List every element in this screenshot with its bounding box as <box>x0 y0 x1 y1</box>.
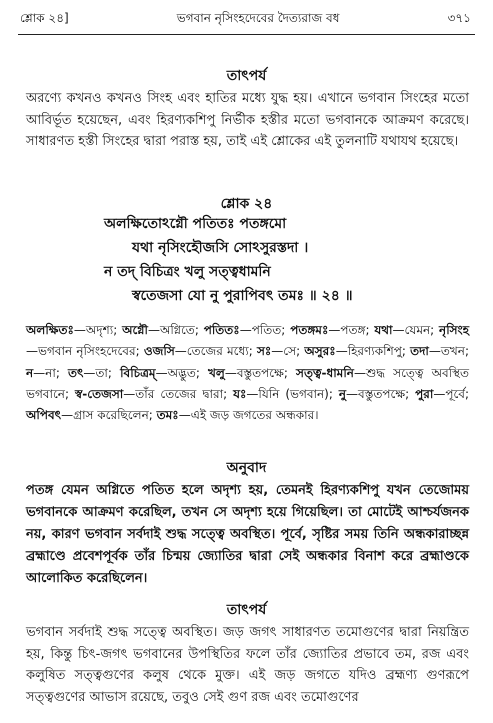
verse-line-2: যথা নৃসিংহৌজসি সোঽসুরস্তদা । <box>132 240 309 256</box>
synonym-meaning: অদ্ভুত <box>167 365 196 380</box>
synonym-word: ওজসি <box>143 344 175 359</box>
synonym-word: অগ্নৌ <box>122 323 148 337</box>
synonym-meaning: যেমন <box>404 323 431 337</box>
synonym-meaning: ভগবান নৃসিংহদেবের <box>38 344 136 359</box>
synonym-meaning: তেজের মধ্যে <box>186 344 249 359</box>
synonym-meaning: গ্রাস করেছিলেন <box>73 408 149 423</box>
synonym-meaning: পতঙ্গ <box>340 323 366 337</box>
synonym-word: অসুরঃ <box>304 344 336 359</box>
purport-heading: তাৎপর্য <box>226 68 267 84</box>
synonym-word: পুরা <box>415 386 434 401</box>
purport-paragraph: অরণ্যে কখনও কখনও সিংহ এবং হাতির মধ্যে যুদ্ধ হয়। এখানে ভগবান সিংহের মতো আবির্ভূত হয়েছেন, এবং হিরণ্যকশিপু নির্ভীক হস্তীর মতো ভগবানকে আক্রমণ করেছে। সাধারণত হস্তী সিংহের দ্বারা পরাস্ত হয়, তাই এই শ্লোকের এই তুলনাটি যথাযথ হয়েছে। <box>26 91 469 149</box>
header-verse-ref: শ্লোক ২৪] <box>20 11 69 25</box>
verse-line-4: স্বতেজসা যো নু পুরাপিবৎ তমঃ ॥ ২৪ ॥ <box>132 288 353 304</box>
running-header <box>20 10 471 30</box>
synonym-word: সঃ <box>256 344 272 359</box>
header-chapter-title: ভগবান নৃসিংহদেবের দৈত্যরাজ বধ <box>176 11 340 25</box>
synonym-meaning: এই জড় জগতের অন্ধকার <box>190 408 315 423</box>
synonym-word: তদা <box>410 344 429 359</box>
page-number: ৩৭১ <box>447 11 471 25</box>
synonym-meaning: সে <box>283 344 297 359</box>
synonym-word: স্ব-তেজসা <box>74 386 124 401</box>
synonym-meaning: বস্তুতপক্ষে <box>236 365 284 380</box>
synonym-meaning: বস্তুতপক্ষে <box>358 386 406 401</box>
synonym-word: খলু <box>208 365 225 380</box>
verse-heading: শ্লোক ২৪ <box>220 196 273 212</box>
synonym-word: তমঃ <box>156 408 179 423</box>
synonyms-paragraph: অলক্ষিতঃ—অদৃশ্য; অগ্নৌ—অগ্নিতে; পতিতঃ—পতিত; পতঙ্গমঃ—পতঙ্গ; যথা—যেমন; নৃসিংহ—ভগবান নৃসিংহদেবের; ওজসি—তেজের মধ্যে; সঃ—সে; অসুরঃ—হিরণ্যকশিপু; তদা—তখন; ন—না; তৎ—তা; বিচিত্রম্—অদ্ভুত; খলু—বস্তুতপক্ষে; সত্ত্ব-ধামনি—শুদ্ধ সত্ত্বে অবস্থিত ভগবানে; স্ব-তেজসা—তাঁর তেজের দ্বারা; যঃ—যিনি (ভগবান); নু—বস্তুতপক্ষে; পুরা—পূর্বে; অপিবৎ—গ্রাস করেছিলেন; তমঃ—এই জড় জগতের অন্ধকার। <box>26 323 470 423</box>
verse-line-3: ন তদ্ বিচিত্রং খলু সত্ত্বধামনি <box>104 264 271 280</box>
synonym-meaning: শুদ্ধ সত্ত্বে অবস্থিত ভগবানে <box>26 365 470 401</box>
synonym-word: যথা <box>374 323 393 337</box>
synonym-word: সত্ত্ব-ধামনি <box>296 365 354 380</box>
synonym-word: যঃ <box>233 386 247 401</box>
synonym-meaning: পতিত <box>251 323 282 337</box>
synonym-word: নু <box>338 386 347 401</box>
translation-heading: অনুবাদ <box>226 460 267 476</box>
synonym-word: ন <box>26 365 34 380</box>
synonym-meaning: না <box>45 365 56 380</box>
synonym-word: অলক্ষিতঃ <box>26 323 74 337</box>
synonym-meaning: তখন <box>440 344 465 359</box>
synonym-meaning: তাঁর তেজের দ্বারা <box>135 386 224 401</box>
synonym-word: বিচিত্রম্ <box>120 365 156 380</box>
translation-paragraph: পতঙ্গ যেমন অগ্নিতে পতিত হলে অদৃশ্য হয়, তেমনই হিরণ্যকশিপু যখন তেজোময় ভগবানকে আক্রমণ করেছিল, তখন সে অদৃশ্য হয়ে গিয়েছিল। তা মোটেই আশ্চর্যজনক নয়, কারণ ভগবান সর্বদাই শুদ্ধ সত্ত্বে অবস্থিত। পূর্বে, সৃষ্টির সময় তিনি অন্ধকারাচ্ছন্ন ব্রহ্মাণ্ডে প্রবেশপূর্বক তাঁর চিন্ময় জ্যোতির দ্বারা সেই অন্ধকার বিনাশ করে ব্রহ্মাণ্ডকে আলোকিত করেছিলেন। <box>26 483 469 586</box>
synonym-word: তৎ <box>68 365 84 380</box>
synonym-meaning: অগ্নিতে <box>159 323 195 337</box>
header-divider <box>18 34 475 35</box>
purport-paragraph-2: ভগবান সর্বদাই শুদ্ধ সত্ত্বে অবস্থিত। জড় জগৎ সাধারণত তমোগুণের দ্বারা নিয়ন্ত্রিত হয়, কিন্তু চিৎ-জগৎ ভগবানের উপস্থিতির ফলে তাঁর জ্যোতির প্রভাবে তম, রজ এবং কলুষিত সত্ত্বগুণের কলুষ থেকে মুক্ত। এই জড় জগতে যদিও ব্রহ্মণ্য গুণরূপে সত্ত্বগুণের আভাস রয়েছে, তবুও সেই গুণ রজ এবং তমোগুণের <box>26 625 469 705</box>
purport-heading-2: তাৎপর্য <box>226 602 267 618</box>
synonym-word: পতিতঃ <box>203 323 240 337</box>
synonym-meaning: পূর্বে <box>445 386 465 401</box>
synonym-meaning: অদৃশ্য <box>85 323 114 337</box>
synonym-word: নৃসিংহ <box>439 323 470 337</box>
verse-line-1: অলক্ষিতোঽগ্নৌ পতিতঃ পতঙ্গমো <box>104 216 287 232</box>
synonym-meaning: হিরণ্যকশিপু <box>347 344 402 359</box>
synonym-meaning: তা <box>95 365 108 380</box>
synonym-meaning: যিনি (ভগবান) <box>258 386 329 401</box>
synonym-word: পতঙ্গমঃ <box>290 323 329 337</box>
synonym-word: অপিবৎ <box>26 408 62 423</box>
